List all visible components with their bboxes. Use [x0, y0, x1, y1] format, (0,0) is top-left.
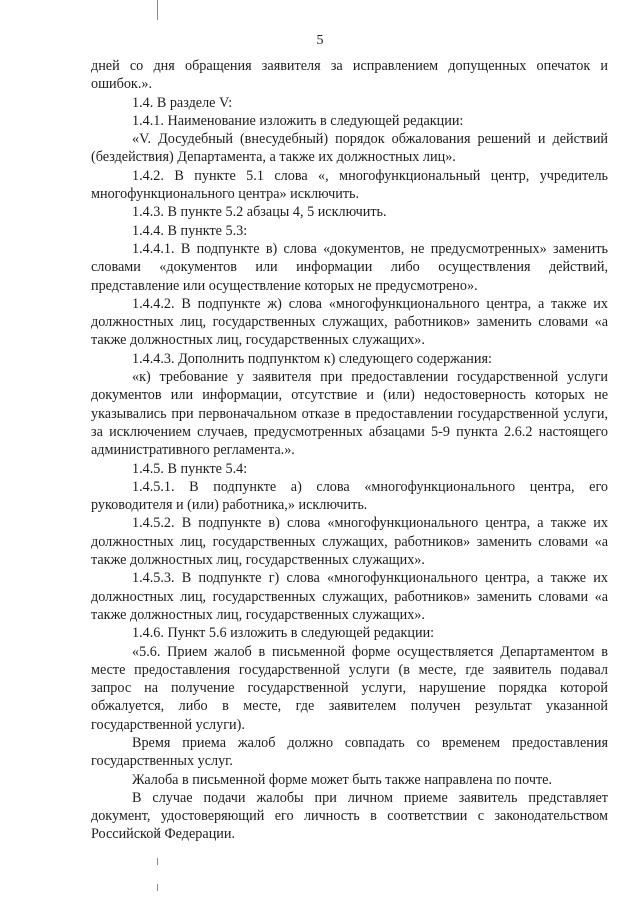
- paragraph: Время приема жалоб должно совпадать со временем предоставления государственных услуг.: [91, 734, 608, 770]
- scan-mark-bottom-2: [157, 858, 158, 865]
- paragraph: 1.4.3. В пункте 5.2 абзацы 4, 5 исключить.: [132, 204, 387, 221]
- paragraph: 1.4.4. В пункте 5.3:: [132, 222, 248, 239]
- paragraph: 1.4.5.1. В подпункте а) слова «многофункционального центра, его руководителя и (или) работника,» исключить.: [91, 478, 608, 514]
- paragraph: 1.4. В разделе V:: [132, 94, 233, 111]
- paragraph: 1.4.5.3. В подпункте г) слова «многофункционального центра, а также их должностных лиц, государственных служащих, работников» заменить словами «а также должностных лиц, государственных служащих».: [91, 570, 608, 623]
- paragraph: «5.6. Прием жалоб в письменной форме осуществляется Департаментом в месте предоставления государственной услуги (в месте, где заявитель подавал запрос на получение государственной услуги, нарушение порядка которой обжалуется, либо в месте, где заявителем получен результат указанной государственной услуги).: [91, 643, 608, 733]
- scan-mark-bottom-3: [157, 884, 158, 891]
- paragraph: 1.4.5.2. В подпункте в) слова «многофункционального центра, а также их должностных лиц, государственных служащих, работников» заменить словами «а также должностных лиц, государственных служащих».: [91, 515, 608, 569]
- paragraph: 1.4.4.2. В подпункте ж) слова «многофункционального центра, а также их должностных лиц, государственных служащих, работников» заменить словами «а также должностных лиц, государственных служащих».: [91, 295, 608, 349]
- paragraph: 1.4.4.1. В подпункте в) слова «документов, не предусмотренных» заменить словами «документов или информации либо осуществления действий, представление или осуществление которых не предусмотрено».: [91, 240, 608, 294]
- paragraph: «к) требование у заявителя при предоставлении государственной услуги документов или информации, отсутствие и (или) недостоверность которых не указывались при первоначальном отказе в предоставлении государственной услуги, за исключением случаев, предусмотренных абзацами 5-9 пункта 2.6.2 настоящего административного регламента.».: [91, 369, 608, 459]
- paragraph: 1.4.4.3. Дополнить подпунктом к) следующего содержания:: [132, 350, 492, 367]
- paragraph: Жалоба в письменной форме может быть также направлена по почте.: [132, 771, 553, 788]
- paragraph: «V. Досудебный (внесудебный) порядок обжалования решений и действий (бездействия) Департамента, а также их должностных лиц».: [91, 131, 608, 166]
- paragraph: дней со дня обращения заявителя за исправлением допущенных опечаток и ошибок.».: [91, 58, 608, 93]
- paragraph: 1.4.5. В пункте 5.4:: [132, 460, 248, 477]
- page-number: 5: [316, 33, 324, 48]
- paragraph: 1.4.2. В пункте 5.1 слова «, многофункциональный центр, учредитель многофункционального центра» исключить.: [91, 167, 608, 203]
- paragraph: 1.4.1. Наименование изложить в следующей редакции:: [132, 112, 464, 129]
- paragraph: 1.4.6. Пункт 5.6 изложить в следующей редакции:: [132, 625, 435, 642]
- document-body: [91, 57, 608, 844]
- paragraph: В случае подачи жалобы при личном приеме заявитель представляет документ, удостоверяющий его личность в соответствии с законодательством Российской Федерации.: [91, 789, 608, 843]
- scan-mark-top: [157, 0, 158, 20]
